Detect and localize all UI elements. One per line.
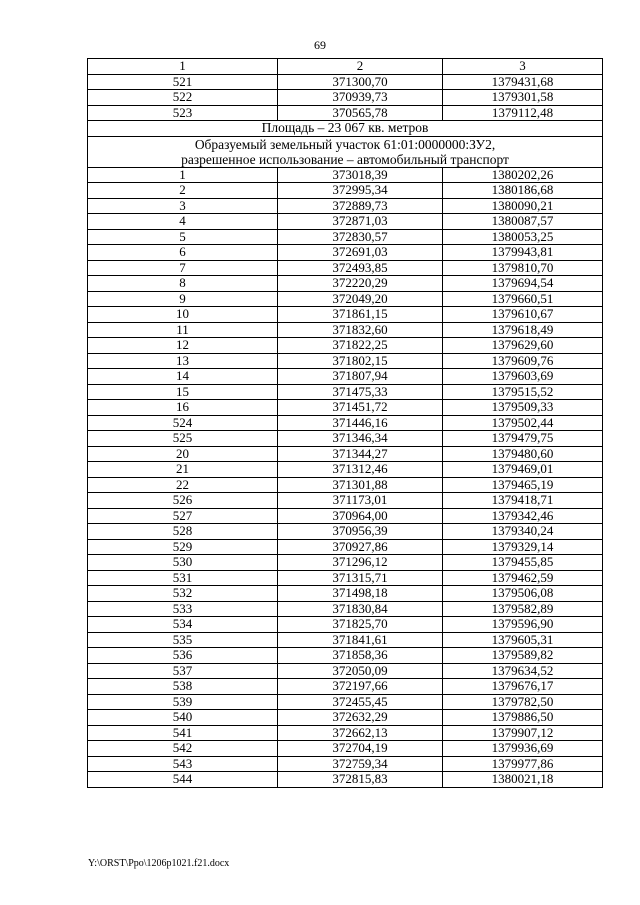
point-number-cell: 529 [88, 539, 278, 555]
point-number-cell: 535 [88, 632, 278, 648]
table-row [88, 679, 603, 695]
table-row [88, 663, 603, 679]
y-coordinate-cell: 1379694,54 [443, 276, 603, 292]
point-number-cell: 16 [88, 400, 278, 416]
x-coordinate-cell: 372197,66 [278, 679, 443, 695]
coordinates-table-body [88, 59, 603, 788]
point-number-cell: 5 [88, 229, 278, 245]
y-coordinate-cell: 1379479,75 [443, 431, 603, 447]
x-coordinate-cell: 371346,34 [278, 431, 443, 447]
y-coordinate-cell: 1379886,50 [443, 710, 603, 726]
table-row [88, 555, 603, 571]
point-number-cell: 3 [88, 198, 278, 214]
point-number-cell: 10 [88, 307, 278, 323]
point-number-cell: 531 [88, 570, 278, 586]
table-row [88, 183, 603, 199]
column-header-x: 2 [278, 59, 443, 75]
point-number-cell: 13 [88, 353, 278, 369]
y-coordinate-cell: 1379603,69 [443, 369, 603, 385]
x-coordinate-cell: 372632,29 [278, 710, 443, 726]
x-coordinate-cell: 371858,36 [278, 648, 443, 664]
point-number-cell: 9 [88, 291, 278, 307]
table-row [88, 648, 603, 664]
point-number-cell: 524 [88, 415, 278, 431]
y-coordinate-cell: 1379582,89 [443, 601, 603, 617]
table-row [88, 632, 603, 648]
x-coordinate-cell: 371861,15 [278, 307, 443, 323]
table-row [88, 741, 603, 757]
point-number-cell: 15 [88, 384, 278, 400]
table-row [88, 508, 603, 524]
point-number-cell: 521 [88, 74, 278, 90]
table-row [88, 462, 603, 478]
point-number-cell: 11 [88, 322, 278, 338]
y-coordinate-cell: 1380090,21 [443, 198, 603, 214]
table-row [88, 291, 603, 307]
x-coordinate-cell: 370565,78 [278, 105, 443, 121]
x-coordinate-cell: 371807,94 [278, 369, 443, 385]
x-coordinate-cell: 371832,60 [278, 322, 443, 338]
table-row [88, 446, 603, 462]
point-number-cell: 14 [88, 369, 278, 385]
point-number-cell: 4 [88, 214, 278, 230]
x-coordinate-cell: 370927,86 [278, 539, 443, 555]
table-row [88, 90, 603, 106]
y-coordinate-cell: 1379301,58 [443, 90, 603, 106]
point-number-cell: 526 [88, 493, 278, 509]
table-row [88, 384, 603, 400]
table-row [88, 539, 603, 555]
x-coordinate-cell: 371173,01 [278, 493, 443, 509]
x-coordinate-cell: 370964,00 [278, 508, 443, 524]
point-number-cell: 2 [88, 183, 278, 199]
point-number-cell: 539 [88, 694, 278, 710]
point-number-cell: 538 [88, 679, 278, 695]
table-row [88, 369, 603, 385]
y-coordinate-cell: 1379462,59 [443, 570, 603, 586]
y-coordinate-cell: 1380202,26 [443, 167, 603, 183]
x-coordinate-cell: 372759,34 [278, 756, 443, 772]
x-coordinate-cell: 372220,29 [278, 276, 443, 292]
table-row [88, 353, 603, 369]
table-row [88, 570, 603, 586]
table-row [88, 214, 603, 230]
y-coordinate-cell: 1379634,52 [443, 663, 603, 679]
column-header-point: 1 [88, 59, 278, 75]
x-coordinate-cell: 373018,39 [278, 167, 443, 183]
y-coordinate-cell: 1379936,69 [443, 741, 603, 757]
x-coordinate-cell: 372050,09 [278, 663, 443, 679]
y-coordinate-cell: 1379418,71 [443, 493, 603, 509]
table-row [88, 105, 603, 121]
y-coordinate-cell: 1379629,60 [443, 338, 603, 354]
parcel-description [88, 136, 603, 167]
area-summary-row [88, 121, 603, 137]
point-number-cell: 12 [88, 338, 278, 354]
x-coordinate-cell: 371498,18 [278, 586, 443, 602]
y-coordinate-cell: 1379455,85 [443, 555, 603, 571]
point-number-cell: 6 [88, 245, 278, 261]
y-coordinate-cell: 1380087,57 [443, 214, 603, 230]
x-coordinate-cell: 371344,27 [278, 446, 443, 462]
y-coordinate-cell: 1379431,68 [443, 74, 603, 90]
y-coordinate-cell: 1380021,18 [443, 772, 603, 788]
x-coordinate-cell: 370956,39 [278, 524, 443, 540]
table-row [88, 400, 603, 416]
x-coordinate-cell: 371312,46 [278, 462, 443, 478]
point-number-cell: 522 [88, 90, 278, 106]
column-header-y: 3 [443, 59, 603, 75]
y-coordinate-cell: 1379515,52 [443, 384, 603, 400]
y-coordinate-cell: 1380053,25 [443, 229, 603, 245]
point-number-cell: 1 [88, 167, 278, 183]
x-coordinate-cell: 372815,83 [278, 772, 443, 788]
y-coordinate-cell: 1379676,17 [443, 679, 603, 695]
point-number-cell: 541 [88, 725, 278, 741]
table-row [88, 415, 603, 431]
table-row [88, 229, 603, 245]
y-coordinate-cell: 1379977,86 [443, 756, 603, 772]
point-number-cell: 540 [88, 710, 278, 726]
y-coordinate-cell: 1379907,12 [443, 725, 603, 741]
x-coordinate-cell: 372049,20 [278, 291, 443, 307]
x-coordinate-cell: 372662,13 [278, 725, 443, 741]
x-coordinate-cell: 371830,84 [278, 601, 443, 617]
y-coordinate-cell: 1379810,70 [443, 260, 603, 276]
footer-file-path: Y:\ORST\Ppo\1206p1021.f21.docx [88, 858, 230, 869]
y-coordinate-cell: 1379329,14 [443, 539, 603, 555]
y-coordinate-cell: 1379112,48 [443, 105, 603, 121]
table-row [88, 322, 603, 338]
point-number-cell: 7 [88, 260, 278, 276]
table-row [88, 245, 603, 261]
point-number-cell: 536 [88, 648, 278, 664]
x-coordinate-cell: 372830,57 [278, 229, 443, 245]
point-number-cell: 542 [88, 741, 278, 757]
point-number-cell: 528 [88, 524, 278, 540]
table-row [88, 772, 603, 788]
y-coordinate-cell: 1379342,46 [443, 508, 603, 524]
x-coordinate-cell: 371300,70 [278, 74, 443, 90]
y-coordinate-cell: 1379609,76 [443, 353, 603, 369]
point-number-cell: 21 [88, 462, 278, 478]
x-coordinate-cell: 372995,34 [278, 183, 443, 199]
coordinates-table [87, 58, 603, 788]
x-coordinate-cell: 371802,15 [278, 353, 443, 369]
parcel-description-line-1: Образуемый земельный участок 61:01:0000000:ЗУ2, [194, 136, 496, 152]
point-number-cell: 532 [88, 586, 278, 602]
table-row [88, 586, 603, 602]
x-coordinate-cell: 372455,45 [278, 694, 443, 710]
y-coordinate-cell: 1379660,51 [443, 291, 603, 307]
y-coordinate-cell: 1379340,24 [443, 524, 603, 540]
y-coordinate-cell: 1379506,08 [443, 586, 603, 602]
x-coordinate-cell: 371822,25 [278, 338, 443, 354]
y-coordinate-cell: 1379618,49 [443, 322, 603, 338]
point-number-cell: 537 [88, 663, 278, 679]
y-coordinate-cell: 1379589,82 [443, 648, 603, 664]
x-coordinate-cell: 371841,61 [278, 632, 443, 648]
point-number-cell: 530 [88, 555, 278, 571]
x-coordinate-cell: 371446,16 [278, 415, 443, 431]
table-row [88, 198, 603, 214]
y-coordinate-cell: 1379502,44 [443, 415, 603, 431]
table-row [88, 524, 603, 540]
y-coordinate-cell: 1379943,81 [443, 245, 603, 261]
y-coordinate-cell: 1379782,50 [443, 694, 603, 710]
point-number-cell: 523 [88, 105, 278, 121]
x-coordinate-cell: 372493,85 [278, 260, 443, 276]
point-number-cell: 527 [88, 508, 278, 524]
x-coordinate-cell: 371451,72 [278, 400, 443, 416]
y-coordinate-cell: 1379610,67 [443, 307, 603, 323]
table-row [88, 167, 603, 183]
x-coordinate-cell: 371825,70 [278, 617, 443, 633]
x-coordinate-cell: 372889,73 [278, 198, 443, 214]
table-row [88, 710, 603, 726]
table-row [88, 493, 603, 509]
parcel-description-row [88, 136, 603, 167]
y-coordinate-cell: 1380186,68 [443, 183, 603, 199]
point-number-cell: 534 [88, 617, 278, 633]
x-coordinate-cell: 371475,33 [278, 384, 443, 400]
x-coordinate-cell: 371315,71 [278, 570, 443, 586]
y-coordinate-cell: 1379596,90 [443, 617, 603, 633]
table-row [88, 307, 603, 323]
y-coordinate-cell: 1379465,19 [443, 477, 603, 493]
table-row [88, 431, 603, 447]
table-row [88, 725, 603, 741]
point-number-cell: 544 [88, 772, 278, 788]
table-row [88, 694, 603, 710]
x-coordinate-cell: 372704,19 [278, 741, 443, 757]
table-row [88, 756, 603, 772]
x-coordinate-cell: 372691,03 [278, 245, 443, 261]
y-coordinate-cell: 1379480,60 [443, 446, 603, 462]
y-coordinate-cell: 1379605,31 [443, 632, 603, 648]
y-coordinate-cell: 1379509,33 [443, 400, 603, 416]
point-number-cell: 525 [88, 431, 278, 447]
table-row [88, 260, 603, 276]
area-summary: Площадь – 23 067 кв. метров [88, 121, 603, 137]
y-coordinate-cell: 1379469,01 [443, 462, 603, 478]
parcel-description-line-2: разрешенное использование – автомобильный транспорт [181, 151, 509, 167]
point-number-cell: 20 [88, 446, 278, 462]
point-number-cell: 533 [88, 601, 278, 617]
table-row [88, 338, 603, 354]
x-coordinate-cell: 371301,88 [278, 477, 443, 493]
x-coordinate-cell: 372871,03 [278, 214, 443, 230]
table-header-row [88, 59, 603, 75]
table-row [88, 74, 603, 90]
page-number: 69 [314, 38, 326, 52]
table-row [88, 617, 603, 633]
point-number-cell: 22 [88, 477, 278, 493]
point-number-cell: 8 [88, 276, 278, 292]
point-number-cell: 543 [88, 756, 278, 772]
table-row [88, 276, 603, 292]
x-coordinate-cell: 370939,73 [278, 90, 443, 106]
table-row [88, 477, 603, 493]
x-coordinate-cell: 371296,12 [278, 555, 443, 571]
table-row [88, 601, 603, 617]
